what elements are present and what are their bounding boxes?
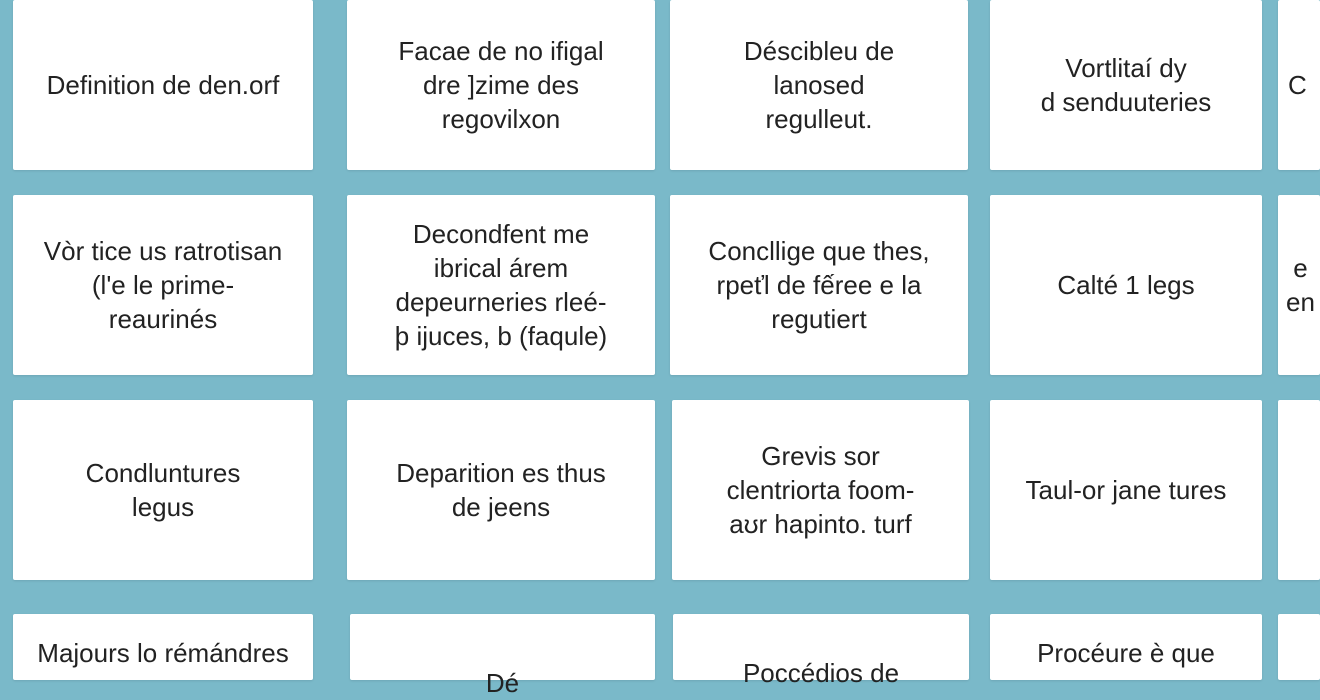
card-text: Poccédios de	[742, 658, 900, 688]
card-r3-c5[interactable]	[1278, 400, 1320, 580]
card-r3-c4[interactable]	[990, 400, 1262, 580]
card-text: Vortlitaí dy d senduuteries	[1040, 53, 1212, 117]
card-text: Calté 1 legs	[1057, 270, 1195, 300]
card-text: Grevis sor clentriorta foom- aʊr hapinto. turf	[726, 441, 915, 539]
card-r1-c2[interactable]	[347, 0, 655, 170]
card-r2-c3[interactable]	[670, 195, 968, 375]
card-r1-c4[interactable]	[990, 0, 1262, 170]
card-text: Majours lo rémándres	[37, 638, 289, 668]
card-r3-c1[interactable]	[13, 400, 313, 580]
card-text: Dé	[485, 668, 520, 698]
card-r1-c3[interactable]	[670, 0, 968, 170]
card-r2-c4[interactable]	[990, 195, 1262, 375]
card-r1-c1[interactable]	[13, 0, 313, 170]
card-r2-c2[interactable]	[347, 195, 655, 375]
card-text: C	[1288, 70, 1307, 100]
card-text: Déscibleu de lanosed regulleut.	[743, 36, 895, 134]
card-r1-c5[interactable]	[1278, 0, 1320, 170]
card-r4-c4[interactable]	[990, 614, 1262, 680]
card-r4-c5[interactable]	[1278, 614, 1320, 680]
card-text: Deparition es thus de jeens	[396, 458, 606, 522]
card-text: Vòr tice us ratrotisan (l'e le prime- reaurinés	[43, 236, 283, 334]
card-r2-c1[interactable]	[13, 195, 313, 375]
card-r4-c3[interactable]	[673, 614, 969, 688]
card-text: Facae de no ifigal dre ]zime des regovilxon	[398, 36, 604, 134]
card-r4-c2[interactable]	[350, 614, 655, 698]
card-text: Procéure è que	[1037, 638, 1215, 668]
card-r4-c1[interactable]	[13, 614, 313, 680]
card-text: Decondfent me ibrical árem depeurneries rleé- þ ijuces, b (faqule)	[394, 219, 608, 351]
card-r3-c2[interactable]	[347, 400, 655, 580]
card-text: Condluntures legus	[85, 458, 241, 522]
card-text: e en	[1286, 253, 1315, 317]
card-text: Definition de den.orf	[46, 70, 280, 100]
card-r2-c5[interactable]	[1278, 195, 1320, 375]
card-text: Taul-or jane tures	[1025, 475, 1227, 505]
card-text: Concllige que thes, rpeťl de fếree e la regutiert	[708, 236, 930, 334]
card-r3-c3[interactable]	[672, 400, 969, 580]
